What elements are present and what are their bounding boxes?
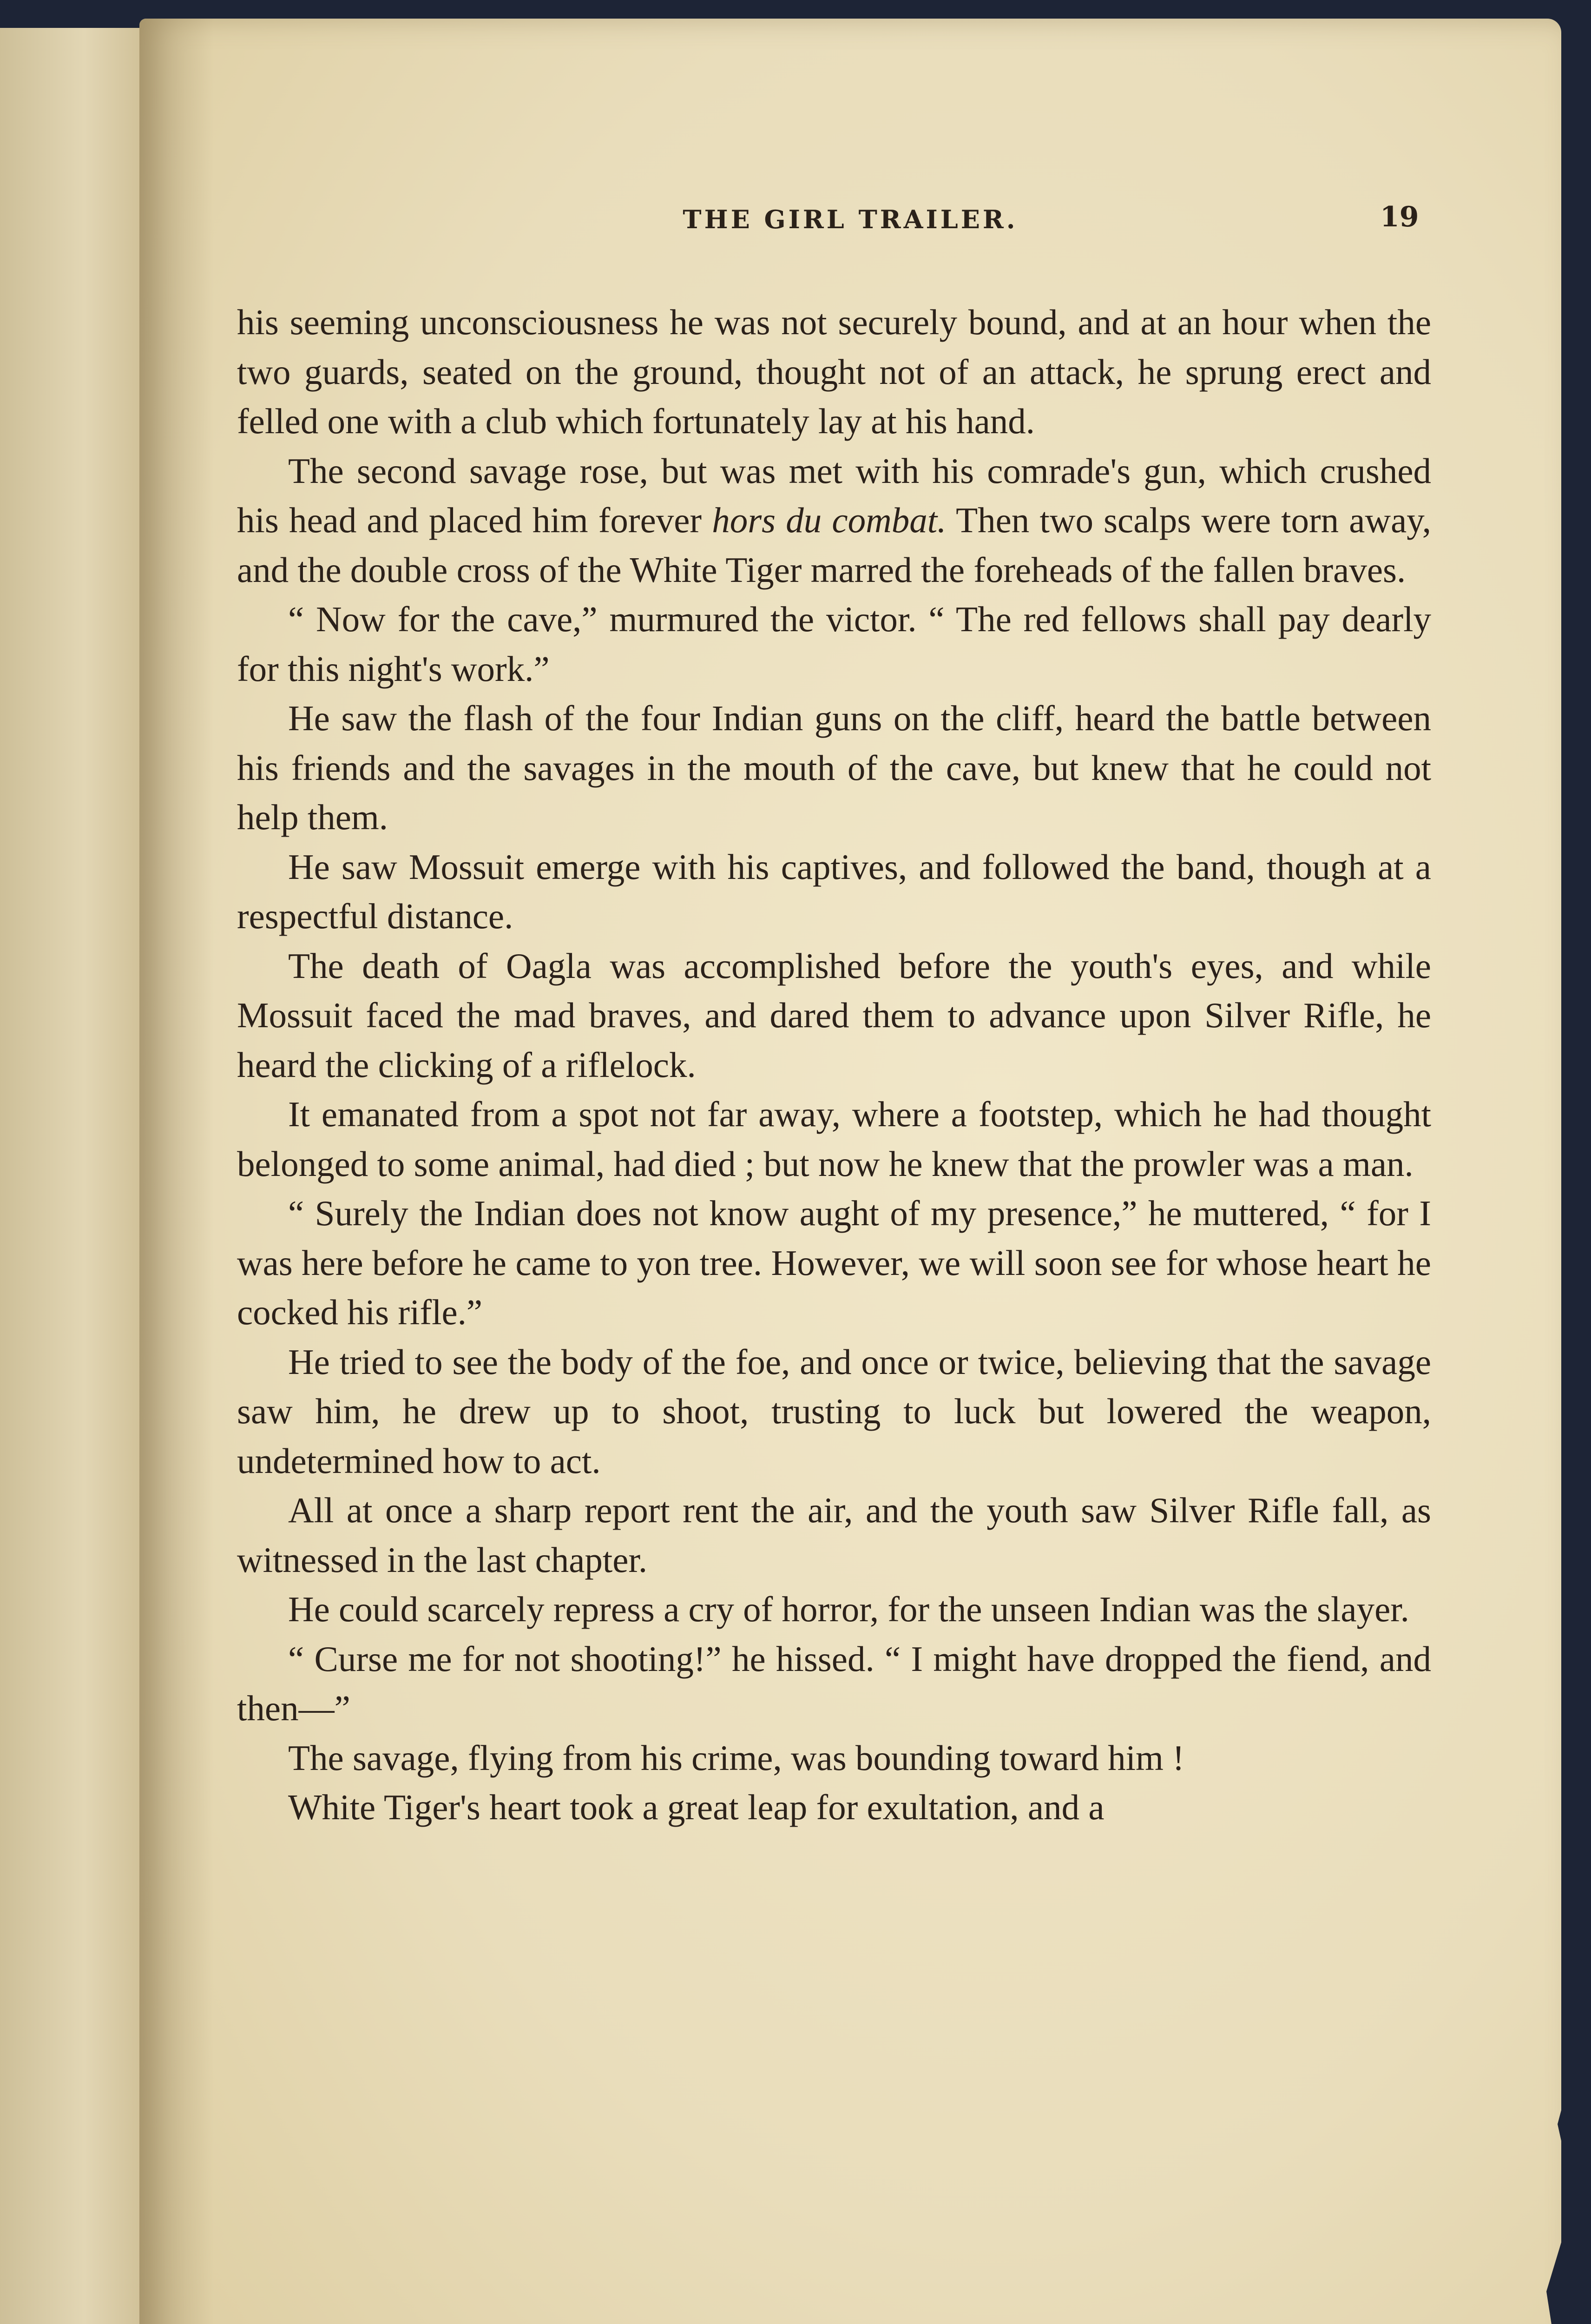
paragraph-text: He saw the flash of the four Indian guns on the cliff, heard the battle between his friends and the savages in the mouth of the cave, but knew that he could not help them. [237, 698, 1431, 837]
paragraph-text: All at once a sharp report rent the air, and the youth saw Silver Rifle fall, as witnessed in the last chapter. [237, 1490, 1431, 1580]
paragraph-text: He could scarcely repress a cry of horror, for the unseen Indian was the slayer. [288, 1589, 1409, 1629]
paragraph-text: The savage, flying from his crime, was bounding toward him ! [288, 1737, 1184, 1778]
paragraph-text: “ Now for the cave,” murmured the victor. “ The red fellows shall pay dearly for this night's work.” [237, 599, 1431, 689]
book-page [139, 19, 1561, 2324]
paragraph-text: The second savage rose, but was met with his comrade's gun, which crushed his head and placed him forever [237, 450, 1431, 540]
facing-page-edge [0, 28, 156, 2324]
paragraph [237, 1585, 1431, 1634]
body-text [237, 297, 1431, 1832]
paragraph-text: Then two scalps were torn away, and the double cross of the White Tiger marred the foreheads of the fallen braves. [237, 500, 1432, 590]
paragraph [237, 1188, 1431, 1337]
paragraph [237, 1783, 1431, 1832]
paragraph-text: “ Surely the Indian does not know aught of my presence,” he muttered, “ for I was here before he came to yon tree. However, we will soon see for whose heart he cocked his rifle.” [237, 1193, 1431, 1332]
paragraph [237, 693, 1431, 842]
italic-phrase: hors du combat. [712, 500, 947, 540]
paragraph-text: his seeming unconsciousness he was not securely bound, and at an hour when the two guards, seated on the ground, thought not of an attack, he sprung erect and felled one with a club which fortunately lay at his hand. [237, 302, 1431, 441]
paragraph-text: He tried to see the body of the foe, and once or twice, believing that the savage saw him, he drew up to shoot, trusting to luck but lowered the weapon, undetermined how to act. [237, 1341, 1431, 1481]
paragraph [237, 1486, 1431, 1585]
running-header: THE GIRL TRAILER. [683, 205, 1018, 234]
paragraph [237, 1733, 1431, 1783]
paragraph [237, 1089, 1431, 1188]
paragraph [237, 446, 1431, 595]
paragraph [237, 1337, 1431, 1486]
paragraph-text: “ Curse me for not shooting!” he hissed. “ I might have dropped the fiend, and then—” [237, 1638, 1431, 1728]
paragraph [237, 297, 1431, 446]
paragraph-text: White Tiger's heart took a great leap for exultation, and a [288, 1787, 1104, 1827]
page-number: 19 [1380, 201, 1419, 233]
paragraph [237, 842, 1431, 941]
paragraph [237, 594, 1431, 693]
paragraph [237, 941, 1431, 1090]
paragraph-text: The death of Oagla was accomplished before the youth's eyes, and while Mossuit faced the mad braves, and dared them to advance upon Silver Rifle, he heard the clicking of a riflelock. [237, 945, 1431, 1085]
paragraph-text: He saw Mossuit emerge with his captives, and followed the band, though at a respectful distance. [237, 846, 1431, 936]
paragraph-text: It emanated from a spot not far away, where a footstep, which he had thought belonged to some animal, had died ; but now he knew that the prowler was a man. [237, 1094, 1431, 1184]
paragraph [237, 1634, 1431, 1733]
gutter-shadow [139, 19, 214, 2324]
